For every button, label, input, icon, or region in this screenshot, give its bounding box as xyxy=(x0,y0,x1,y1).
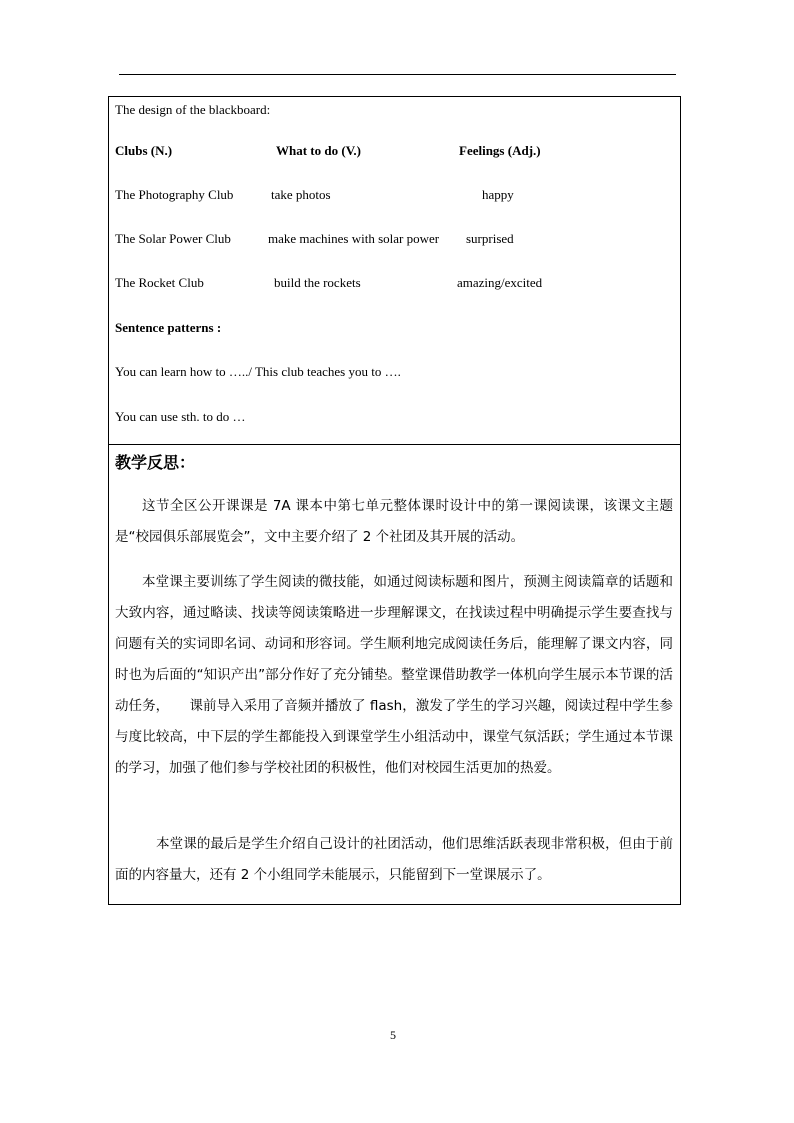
header-rule xyxy=(119,74,676,75)
page-number: 5 xyxy=(390,1028,396,1042)
reflection-paragraph-2: 本堂课主要训练了学生阅读的微技能，如通过阅读标题和图片，预测主阅读篇章的话题和大致内容，通过略读、找读等阅读策略进一步理解课文，在找读过程中明确提示学生要查找与问题有关的实词即名词、动词和形容词。学生顺利地完成阅读任务后，能理解了课文内容，同时也为后面的“知识产出”部分作好了充分铺垫。整堂课借助教学一体机向学生展示本节课的活动任务， 课前导入采用了音频并播放了 flash，激发了学生的学习兴趣，阅读过程中学生参与度比较高，中下层的学生都能投入到课堂学生小组活动中，课堂气氛活跃；学生通过本节课的学习，加强了他们参与学校社团的积极性，他们对校园生活更加的热爱。 xyxy=(115,574,673,776)
row-action-photography: take photos xyxy=(271,187,331,202)
row-action-solar-power: make machines with solar power xyxy=(268,231,440,246)
column-header-clubs: Clubs (N.) xyxy=(115,143,173,158)
row-club-rocket: The Rocket Club xyxy=(115,275,204,290)
column-header-feelings: Feelings (Adj.) xyxy=(459,143,541,158)
sentence-pattern-1: You can learn how to …../ This club teaches you to …. xyxy=(115,364,401,379)
column-header-what-to-do: What to do (V.) xyxy=(276,143,361,158)
blackboard-design-cell xyxy=(108,96,681,445)
row-action-rocket: build the rockets xyxy=(274,275,361,290)
row-feeling-solar-power: surprised xyxy=(466,231,514,246)
row-club-photography: The Photography Club xyxy=(115,187,234,202)
row-feeling-rocket: amazing/excited xyxy=(457,275,543,290)
sentence-patterns-heading: Sentence patterns : xyxy=(115,320,222,335)
row-feeling-photography: happy xyxy=(482,187,514,202)
sentence-pattern-2: You can use sth. to do … xyxy=(115,409,246,424)
reflection-paragraph-3: 本堂课的最后是学生介绍自己设计的社团活动，他们思维活跃表现非常积极，但由于前面的内容量大，还有 2 个小组同学未能展示，只能留到下一堂课展示了。 xyxy=(115,836,673,883)
blackboard-heading: The design of the blackboard: xyxy=(115,102,271,117)
reflection-paragraph-1: 这节全区公开课课是 7A 课本中第七单元整体课时设计中的第一课阅读课，该课文主题是“校园俱乐部展览会”，文中主要介绍了 2 个社团及其开展的活动。 xyxy=(115,498,673,545)
reflection-title: 教学反思： xyxy=(115,453,196,472)
row-club-solar-power: The Solar Power Club xyxy=(115,231,231,246)
